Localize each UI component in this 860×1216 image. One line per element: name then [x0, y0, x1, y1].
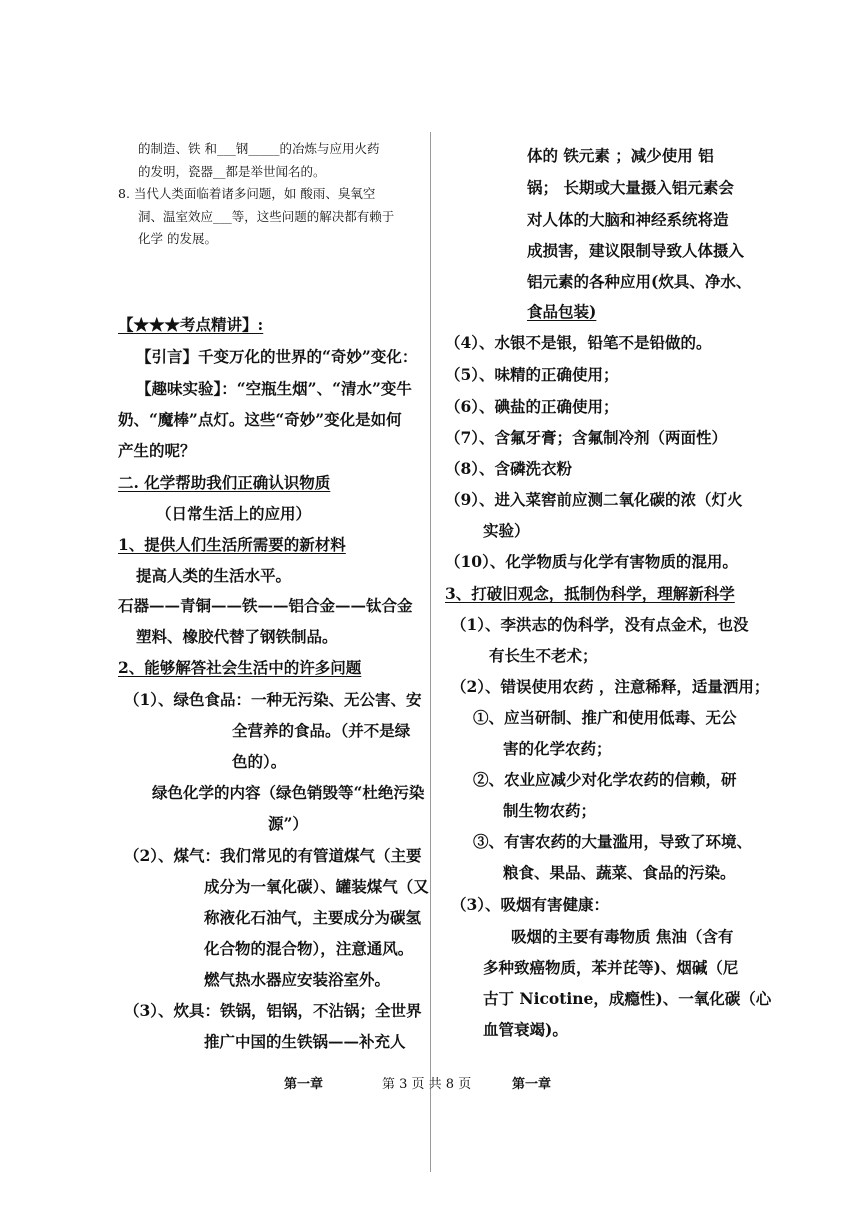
daily-use-note: （日常生活上的应用）	[156, 504, 312, 523]
text-line: 吸烟的主要有毒物质 焦油（含有	[511, 927, 734, 946]
fun-experiment-line: 奶、“魔棒”点灯。这些“奇妙”变化是如何	[118, 410, 402, 429]
text-line: （2）、错误使用农药 ，注意稀释，适量洒用；	[451, 677, 770, 696]
fun-experiment-line: 产生的呢？	[118, 441, 196, 460]
text-line: 锅； 长期或大量摄入铝元素会	[527, 178, 734, 197]
text-line: 石器——青铜——铁——铝合金——钛合金	[118, 596, 413, 615]
text-line: 古丁 Nicotine，成瘾性)、一氧化碳（心	[483, 989, 772, 1008]
item3-title: 3、打破旧观念，抵制伪科学，理解新科学	[445, 584, 735, 603]
footer-chapter-right: 第一章	[512, 1077, 552, 1092]
text-line: （2）、煤气：我们常见的有管道煤气（主要	[124, 846, 422, 865]
text-line: 全营养的食品。（并不是绿	[232, 721, 411, 740]
text-line: 成分为一氧化碳）、罐装煤气（又	[204, 877, 429, 896]
text-line: 源”）	[268, 814, 308, 833]
list-item: 实验）	[483, 521, 530, 540]
text-line: 8. 当代人类面临着诸多问题，如 酸雨、臭氧空	[118, 186, 376, 201]
text-line: 食品包装)	[527, 302, 597, 321]
text-line: ③、有害农药的大量滥用，导致了环境、	[473, 832, 753, 851]
text-line: 多种致癌物质，苯并芘等)、烟碱（尼	[483, 958, 739, 977]
list-item: （9）、进入菜窖前应测二氧化碳的浓（灯火	[445, 490, 743, 509]
list-item: （8）、含磷洗衣粉	[445, 459, 573, 478]
intro-line: 【引言】千变万化的世界的“奇妙”变化：	[136, 347, 418, 366]
text-line: 塑料、橡胶代替了钢铁制品。	[136, 627, 338, 646]
column-divider	[430, 132, 431, 1172]
section-header: 【★★★考点精讲】:	[118, 315, 264, 334]
text-line: 的发明，瓷器__都是举世闻名的。	[138, 164, 326, 179]
text-line: 洞、温室效应___等，这些问题的解决都有赖于	[138, 209, 395, 224]
text-line: 制生物农药；	[503, 801, 597, 820]
text-line: （1）、李洪志的伪科学，没有点金术，也没	[451, 615, 749, 634]
item1-title: 1、提供人们生活所需要的新材料	[118, 535, 346, 554]
footer-page-info: 第 3 页 共 8 页	[382, 1077, 472, 1092]
text-line: 绿色化学的内容（绿色销毁等“杜绝污染	[152, 783, 425, 802]
text-line: 害的化学农药；	[503, 739, 612, 758]
fun-experiment-line: 【趣味实验】：“空瓶生烟”、“清水”变牛	[136, 379, 412, 398]
list-item: （7）、含氟牙膏；含氟制冷剂（两面性）	[445, 428, 728, 447]
item2-title: 2、能够解答社会生活中的许多问题	[118, 658, 362, 677]
text-line: 成损害，建议限制导致人体摄入	[527, 241, 745, 260]
heading-two: 二. 化学帮助我们正确认识物质	[118, 473, 331, 492]
text-line: 体的 铁元素 ；减少使用 铝	[527, 146, 714, 165]
text-line: 铝元素的各种应用(炊具、净水、	[527, 272, 752, 291]
text-line: （1）、绿色食品：一种无污染、无公害、安	[124, 690, 422, 709]
text-line: 色的）。	[232, 752, 287, 771]
text-line: （3）、炊具：铁锅，铝锅，不沾锅；全世界	[124, 1001, 422, 1020]
list-item: （10）、化学物质与化学有害物质的混用。	[445, 552, 738, 571]
list-item: （5）、味精的正确使用；	[445, 365, 619, 384]
text-line: 提高人类的生活水平。	[136, 566, 292, 585]
text-line: 化合物的混合物），注意通风。	[204, 939, 414, 958]
text-line: （3）、吸烟有害健康：	[451, 895, 610, 914]
text-line: ②、农业应减少对化学农药的信赖，研	[473, 770, 737, 789]
text-line: 的制造、铁 和___钢_____的冶炼与应用火药	[138, 141, 380, 156]
text-line: 化学 的发展。	[138, 231, 217, 246]
text-line: 有长生不老术；	[489, 646, 598, 665]
text-line: 推广中国的生铁锅——补充人	[204, 1032, 406, 1051]
footer-chapter-left: 第一章	[284, 1077, 324, 1092]
text-line: ①、应当研制、推广和使用低毒、无公	[473, 708, 737, 727]
text-line: 燃气热水器应安装浴室外。	[204, 970, 391, 989]
text-line: 对人体的大脑和神经系统将造	[527, 210, 729, 229]
list-item: （6）、碘盐的正确使用；	[445, 397, 619, 416]
text-line: 粮食、果品、蔬菜、食品的污染。	[503, 863, 736, 882]
list-item: （4）、水银不是银，铅笔不是铅做的。	[445, 333, 712, 352]
text-line: 血管衰竭)。	[483, 1020, 568, 1039]
text-line: 称液化石油气，主要成分为碳氢	[204, 908, 422, 927]
